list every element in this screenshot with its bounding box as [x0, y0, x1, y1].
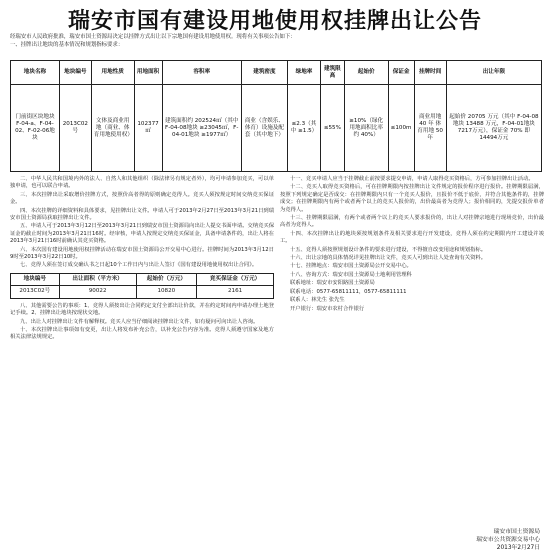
cell-area: 102377㎡ [134, 85, 162, 172]
parcel-table-header [11, 61, 542, 85]
left-paragraph: 二、中华人民共和国境内外的法人、自然人和其他组织（除法律另有规定者外），均可申请参加竞买，可以单独申请，也可以联合申请。 [10, 176, 274, 190]
table-row [11, 286, 274, 298]
cell-code: 2013C02号 [11, 286, 60, 298]
cell-name: 门前街区块地块 F-04-a、F-04-02、F-02-06地块 [11, 85, 60, 172]
left-paragraph: 六、本次国有建设用地使用权挂牌活动在瑞安市国土资源局公开交易中心进行。挂牌时间为2013年3月12日9时至2013年3月22日10时。 [10, 246, 274, 261]
left-paragraph: 十、本次挂牌出让事项如有变更，出让人将发布补充公告，以补充公告内容为准。竞得人须遵守国家及地方相关法律法规规定。 [10, 326, 274, 341]
cell-price: ≥10%（绿化用地面积比率约 40%） [344, 85, 388, 172]
cell-green: ≤2.3（其中 ≥1.5） [287, 85, 320, 172]
header-far: 容积率 [162, 61, 241, 85]
header-area: 出让面积（平方米） [59, 273, 136, 285]
signature-block [420, 528, 540, 552]
cell-area: 90022 [59, 286, 136, 298]
right-paragraph: 十三、挂牌期限届满，有两个或者两个以上的竞买人要求报价的，出让人对挂牌宗地进行现场竞价，出价最高者为竞得人。 [280, 215, 544, 229]
header-use: 用地性质 [91, 61, 134, 85]
left-column [10, 176, 274, 343]
right-paragraph: 十六、出让宗地的具体情况详见挂牌出让文件，竞买人可到出让人处查询有关资料。 [290, 255, 486, 262]
right-paragraph: 十二、竞买人取得竞买资格后，可在挂牌期限内按挂牌出让文件规定的报价程序进行报价。挂牌期限届满，按照下列规定确定是否成交：在挂牌期限内只有一个竞买人报价，且报价不低于底价，并符合其他条件的，挂牌成交；在挂牌期限内有两个或者两个以上的竞买人报价的，出价最高者为竞得人；报价相同的，先提交报价单者为竞得人。 [280, 184, 544, 213]
header-deposit: 保证金 [388, 61, 414, 85]
cell-limit: ≤55% [321, 85, 345, 172]
left-paragraph: 四、本次挂牌的详细资料和具体要求，见挂牌出让文件。申请人可于2013年2月27日至2013年3月21日到瑞安市国土资源局获取挂牌出让文件。 [10, 207, 274, 222]
right-paragraph: 十七、挂牌地点：瑞安市国土资源局公开交易中心。 [290, 263, 412, 270]
sign-org2: 瑞安市公共资源交易中心 [476, 537, 540, 543]
header-time: 挂牌时间 [414, 61, 446, 85]
contact-phone: 联系电话：0577-65811111，0577-65811111 [290, 288, 407, 295]
right-paragraph: 十一、竞买申请人应当于挂牌截止前按要求提交申请，申请人取得竞买资格后，方可参加挂牌出让活动。 [290, 176, 534, 182]
intro-text [10, 34, 542, 49]
right-paragraph: 十八、咨询方式：瑞安市国土资源局土地利用管理科 [290, 271, 412, 278]
header-code: 地块编号 [11, 273, 60, 285]
header-price: 起始价 [344, 61, 388, 85]
cell-deposit: 2161 [197, 286, 274, 298]
right-column [280, 176, 544, 314]
header-price: 起始价（万元） [136, 273, 197, 285]
header-code: 地块编号 [59, 61, 91, 85]
left-paragraph: 九、出让人对挂牌出让文件有解释权。竞买人应当仔细阅读挂牌出让文件，如有疑问可向出让人咨询。 [20, 318, 259, 325]
left-paragraph: 三、本次挂牌出让采取增价挂牌方式，按照价高者得的原则确定竞得人。竞买人须按规定时间交纳竞买保证金。 [10, 191, 274, 206]
cell-time: 商业用地 40 年 体育用地 50 年 [414, 85, 446, 172]
sign-org: 瑞安市国土资源局 [493, 529, 540, 535]
intro-paragraph: 经瑞安市人民政府批准，瑞安市国土资源局决定以挂牌方式出让以下宗地国有建设用地使用权。现将有关事项公告如下： [10, 34, 296, 40]
left-paragraph: 八、其他需要公告的事项：1、竞得人须按出让合同约定支付全部出让价款，并在约定时间内申请办理土地登记手续。2、挂牌出让地块按现状交地。 [10, 302, 274, 317]
contact-address: 联系地址：瑞安市安阳路国土资源局 [290, 280, 375, 287]
left-paragraph: 七、竞得人须在签订成交确认书之日起10个工作日内与出让人签订《国有建设用地使用权出让合同》。 [20, 262, 258, 269]
header-years: 出让年限 [446, 61, 541, 85]
table-row [11, 85, 542, 172]
cell-code: 2013C02号 [59, 85, 91, 172]
sign-date: 2013年2月27日 [496, 545, 540, 551]
header-name: 地块名称 [11, 61, 60, 85]
deposit-table-header [11, 273, 274, 285]
header-density: 建筑密度 [241, 61, 287, 85]
contact-bank: 开户银行：瑞安市农村合作银行 [290, 305, 365, 312]
header-limit: 建筑限高 [321, 61, 345, 85]
cell-far: 建筑面积约 202524㎡（其中 F-04-08地块 ≥23045㎡，F-04-01地块 ≥1977㎡） [162, 85, 241, 172]
contact-person: 联系人：林先生 张先生 [290, 297, 345, 304]
header-deposit: 竞买保证金（万元） [197, 273, 274, 285]
cell-use: 文体及商业用地（商业、体育用地使用权） [91, 85, 134, 172]
page-title: 瑞安市国有建设用地使用权挂牌出让公告 [67, 9, 482, 34]
cell-deposit: ≤100m [388, 85, 414, 172]
right-paragraph: 十五、竞得人须按照规划设计条件的要求进行建设，不得擅自改变用途和规划指标。 [290, 246, 486, 253]
deposit-table [10, 273, 274, 299]
parcel-table [10, 60, 542, 172]
right-paragraph: 十四、本次挂牌出让的地块须按规划条件及相关要求进行开发建设，竞得人须在约定期限内开工建设并竣工。 [280, 230, 544, 245]
left-paragraph: 五、申请人可于2013年3月12日至2013年3月21日到瑞安市国土资源局向出让人提交书面申请。交纳竞买保证金的截止时间为2013年3月21日16时。经审核，申请人按规定交纳竞买保证金，具备申请条件的，出让人将在2013年3月21日16时前确认其竞买资格。 [10, 223, 274, 245]
cell-density: 商业（含娱乐、体育）设施及配套（其中地下） [241, 85, 287, 172]
cell-price: 10820 [136, 286, 197, 298]
header-area: 用地面积 [134, 61, 162, 85]
intro-subheading: 一、挂牌出让地块的基本情况和规划指标要求： [10, 42, 124, 49]
cell-years: 起始价 20705 万元（其中 F-04-08地块 13488 万元，F-04-01地块 7217万元），保证金 70% 即 14494万元 [446, 85, 541, 172]
header-green: 绿地率 [287, 61, 320, 85]
